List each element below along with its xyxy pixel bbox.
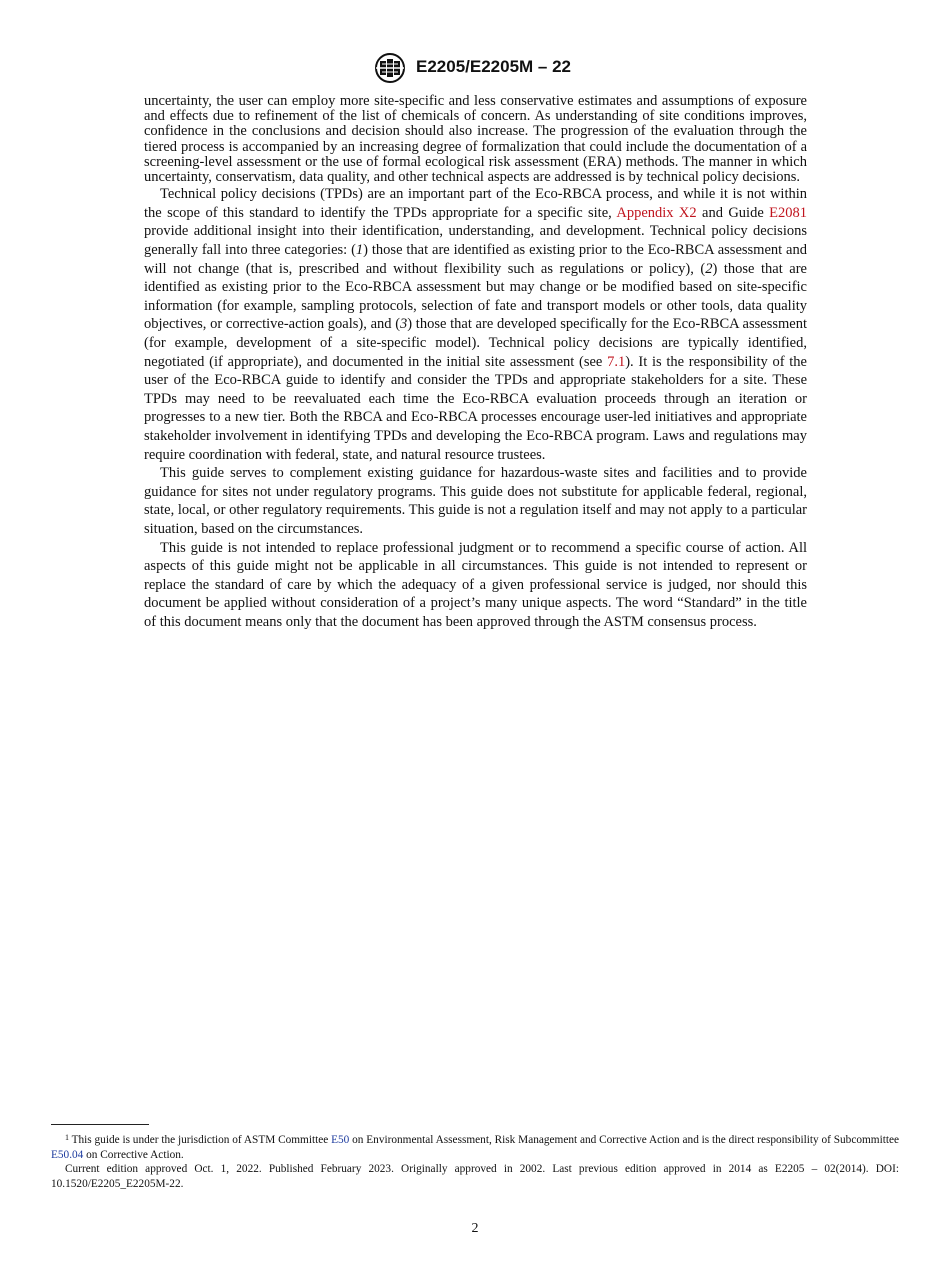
footnote-marker: 1: [65, 1133, 69, 1142]
appendix-x2-link[interactable]: Appendix X2: [616, 204, 697, 221]
e50-link[interactable]: E50: [331, 1134, 350, 1146]
text: ) those that are developed specifically for the Eco-RBCA assessment (for example, development of a site-specific model). Technical policy decisions are typically identified, negotiated (if appropriate), and documented in the initial site assessment (see: [144, 316, 807, 370]
footnotes: [51, 1133, 899, 1191]
text: ) those that are identified as existing prior to the Eco-RBCA assessment and will not change (that is, prescribed and without flexibility such as regulations or policy), (: [144, 242, 807, 277]
text: on Corrective Action.: [83, 1148, 184, 1161]
paragraph-2: [144, 185, 807, 464]
section-7-1-link[interactable]: 7.1: [607, 353, 626, 370]
text: on Environmental Assessment, Risk Management and Corrective Action and is the direct responsibility of Subcommittee: [349, 1134, 900, 1146]
body-text: [144, 94, 807, 631]
footnote-divider: [51, 1124, 149, 1125]
text: provide additional insight into their identification, understanding, and development. Technical policy decisions generally fall into three categories: (: [144, 223, 807, 258]
footnote-1: [51, 1133, 899, 1162]
document-id: E2205/E2205M – 22: [416, 57, 572, 76]
paragraph-4: This guide is not intended to replace professional judgment or to recommend a specific course of action. All aspects of this guide might not be applicable in all circumstances. This guide is not intended to represent or replace the standard of care by which the adequacy of a given professional service is judged, nor should this document be applied without consideration of a project’s many unique aspects. The word “Standard” in the title of this document means only that the document has been approved through the ASTM consensus process.: [144, 539, 807, 630]
text: ) those that are identified as existing prior to the Eco-RBCA assessment but may change or be modified based on site-specific information (for example, sampling protocols, selection of fate and transport models or other tools, data quality objectives, or corrective-action goals), and (: [144, 260, 807, 333]
astm-logo-icon: [372, 52, 408, 84]
text: and Guide: [696, 204, 770, 221]
text: ). It is the responsibility of the user of the Eco-RBCA guide to identify and consider the TPDs and appropriate stakeholders for a site. These TPDs may need to be reevaluated each time the Eco-RBCA evaluation proceeds through an iteration or progresses to a new tier. Both the RBCA and Eco-RBCA processes encourage user-led initiatives and appropriate stakeholder involvement in identifying TPDs and developing the Eco-RBCA program. Laws and regulations may require coordination with federal, state, and natural resource trustees.: [144, 353, 807, 463]
e50-04-link[interactable]: E50.04: [51, 1148, 84, 1161]
footnote-2: Current edition approved Oct. 1, 2022. Published February 2023. Originally approved in 2002. Last previous edition approved in 2014 as E2205 – 02(2014). DOI: 10.1520/E2205_E2205M-22.: [51, 1163, 899, 1190]
numeral: 2: [705, 260, 713, 277]
paragraph-3: This guide serves to complement existing guidance for hazardous-waste sites and facilities and to provide guidance for sites not under regulatory programs. This guide does not substitute for applicable federal, regional, state, local, or other regulatory requirements. This guide is not a regulation itself and may not apply to a particular situation, based on the circumstances.: [144, 465, 807, 537]
e2081-link[interactable]: E2081: [769, 204, 807, 221]
page-number: 2: [471, 1221, 479, 1236]
text: Technical policy decisions (TPDs) are an important part of the Eco-RBCA process, and while it is not within the scope of this standard to identify the TPDs appropriate for a specific site,: [144, 186, 807, 221]
numeral: 3: [400, 316, 408, 333]
text: This guide is under the jurisdiction of ASTM Committee: [69, 1134, 332, 1146]
numeral: 1: [355, 242, 364, 258]
paragraph-1: uncertainty, the user can employ more site-specific and less conservative estimates and assumptions of exposure and effects due to refinement of the list of chemicals of concern. As understanding of site conditions improves, confidence in the conclusions and decision should also increase. The progression of the evaluation through the tiered process is accompanied by an increasing degree of formalization that could include the documentation of a screening-level assessment or the use of formal ecological risk assessment (ERA) methods. The manner in which uncertainty, conservatism, data quality, and other technical aspects are addressed is by technical policy decisions.: [144, 93, 807, 186]
